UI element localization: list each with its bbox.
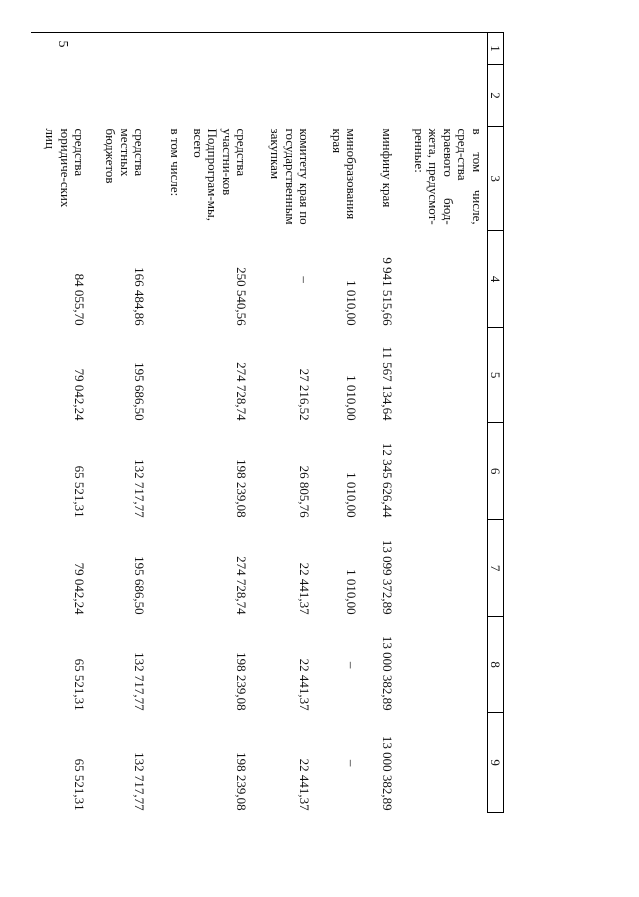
value-cell-c7: [150, 520, 186, 617]
value-cell-c6: 65 521,31: [72, 465, 88, 518]
value-cell-c5: 195 686,50: [132, 362, 148, 421]
empty-cell: [186, 65, 252, 127]
value-cell-c6: 198 239,08: [234, 459, 250, 518]
value-cell-c7: 79 042,24: [72, 562, 88, 615]
value-cell-c8: 132 717,77: [132, 652, 148, 711]
value-cell-c7: [398, 520, 488, 617]
value-cell-c6: 1 010,00: [344, 472, 360, 518]
page-number: 5: [55, 40, 70, 48]
value-cell-c9: 132 717,77: [132, 752, 148, 811]
row-label: минфину края: [380, 128, 396, 208]
table-row: [90, 33, 150, 813]
empty-cell: [186, 33, 252, 65]
empty-cell: [252, 65, 315, 127]
value-cell-c4: 1 010,00: [344, 280, 360, 326]
column-header: 5: [488, 328, 504, 423]
empty-cell: [398, 33, 488, 65]
empty-cell: [315, 33, 362, 65]
table-row: [150, 33, 186, 813]
value-cell-c8: [398, 617, 488, 713]
empty-cell: [398, 65, 488, 127]
value-cell-c9: [150, 713, 186, 813]
empty-cell: [150, 33, 186, 65]
value-cell-c4: [150, 231, 186, 328]
table-row: [362, 33, 398, 813]
row-label: минобразования края: [330, 128, 360, 220]
value-cell-c8: [150, 617, 186, 713]
value-cell-c8: 22 441,37: [297, 658, 313, 711]
row-label: в том числе, сред-ства краевого бюд-жета, предусмот-ренные:: [412, 128, 485, 225]
empty-cell: [32, 65, 90, 127]
value-cell-c4: [398, 231, 488, 328]
value-cell-c6: 12 345 626,44: [380, 442, 396, 518]
value-cell-c5: 79 042,24: [72, 368, 88, 421]
empty-cell: [150, 65, 186, 127]
table-row: [186, 33, 252, 813]
value-cell-c4: 166 484,86: [132, 267, 148, 326]
value-cell-c9: [398, 713, 488, 813]
value-cell-c6: [150, 423, 186, 520]
column-header: 8: [488, 617, 504, 713]
column-header: 7: [488, 520, 504, 617]
row-label: средства юридиче-ских лиц: [43, 128, 88, 208]
column-header: 2: [488, 65, 504, 127]
value-cell-c7: 1 010,00: [344, 569, 360, 615]
value-cell-c5: [398, 328, 488, 423]
value-cell-c4: 9 941 515,66: [380, 257, 396, 326]
row-label: комитету края по государственным закупкам: [268, 128, 313, 225]
value-cell-c8: –: [344, 661, 360, 669]
empty-cell: [90, 65, 150, 127]
value-cell-c9: 65 521,31: [72, 758, 88, 811]
table-row: [32, 33, 90, 813]
table-row: [398, 33, 488, 813]
value-cell-c5: 274 728,74: [234, 362, 250, 421]
empty-cell: [90, 33, 150, 65]
value-cell-c9: –: [344, 759, 360, 767]
value-cell-c7: 274 728,74: [234, 556, 250, 615]
value-cell-c7: 13 099 372,89: [380, 539, 396, 615]
column-header: 4: [488, 231, 504, 328]
value-cell-c5: 27 216,52: [297, 368, 313, 421]
column-header: 3: [488, 127, 504, 231]
row-label: средства участни-ков Подпрограм-мы, всего: [191, 128, 250, 221]
value-cell-c9: 22 441,37: [297, 758, 313, 811]
empty-cell: [252, 33, 315, 65]
header-row: [488, 33, 504, 813]
budget-table: [32, 32, 505, 813]
row-label: средства местных бюджетов: [103, 128, 148, 184]
row-label: в том числе:: [168, 128, 184, 197]
empty-cell: [32, 33, 90, 65]
column-header: 6: [488, 423, 504, 520]
value-cell-c7: 22 441,37: [297, 562, 313, 615]
value-cell-c8: 198 239,08: [234, 652, 250, 711]
value-cell-c4: 250 540,56: [234, 267, 250, 326]
value-cell-c8: 13 000 382,89: [380, 635, 396, 711]
table-row: [252, 33, 315, 813]
value-cell-c8: 65 521,31: [72, 658, 88, 711]
value-cell-c9: 198 239,08: [234, 752, 250, 811]
column-header: 1: [488, 33, 504, 65]
value-cell-c4: –: [297, 276, 313, 283]
empty-cell: [315, 65, 362, 127]
empty-cell: [362, 65, 398, 127]
value-cell-c9: 13 000 382,89: [380, 735, 396, 811]
value-cell-c5: 11 567 134,64: [380, 346, 396, 421]
value-cell-c6: [398, 423, 488, 520]
value-cell-c4: 84 055,70: [72, 273, 88, 326]
table-row: [315, 33, 362, 813]
column-header: 9: [488, 713, 504, 813]
value-cell-c6: 132 717,77: [132, 459, 148, 518]
value-cell-c6: 26 805,76: [297, 465, 313, 518]
value-cell-c5: 1 010,00: [344, 375, 360, 421]
value-cell-c5: [150, 328, 186, 423]
empty-cell: [362, 33, 398, 65]
value-cell-c7: 195 686,50: [132, 556, 148, 615]
